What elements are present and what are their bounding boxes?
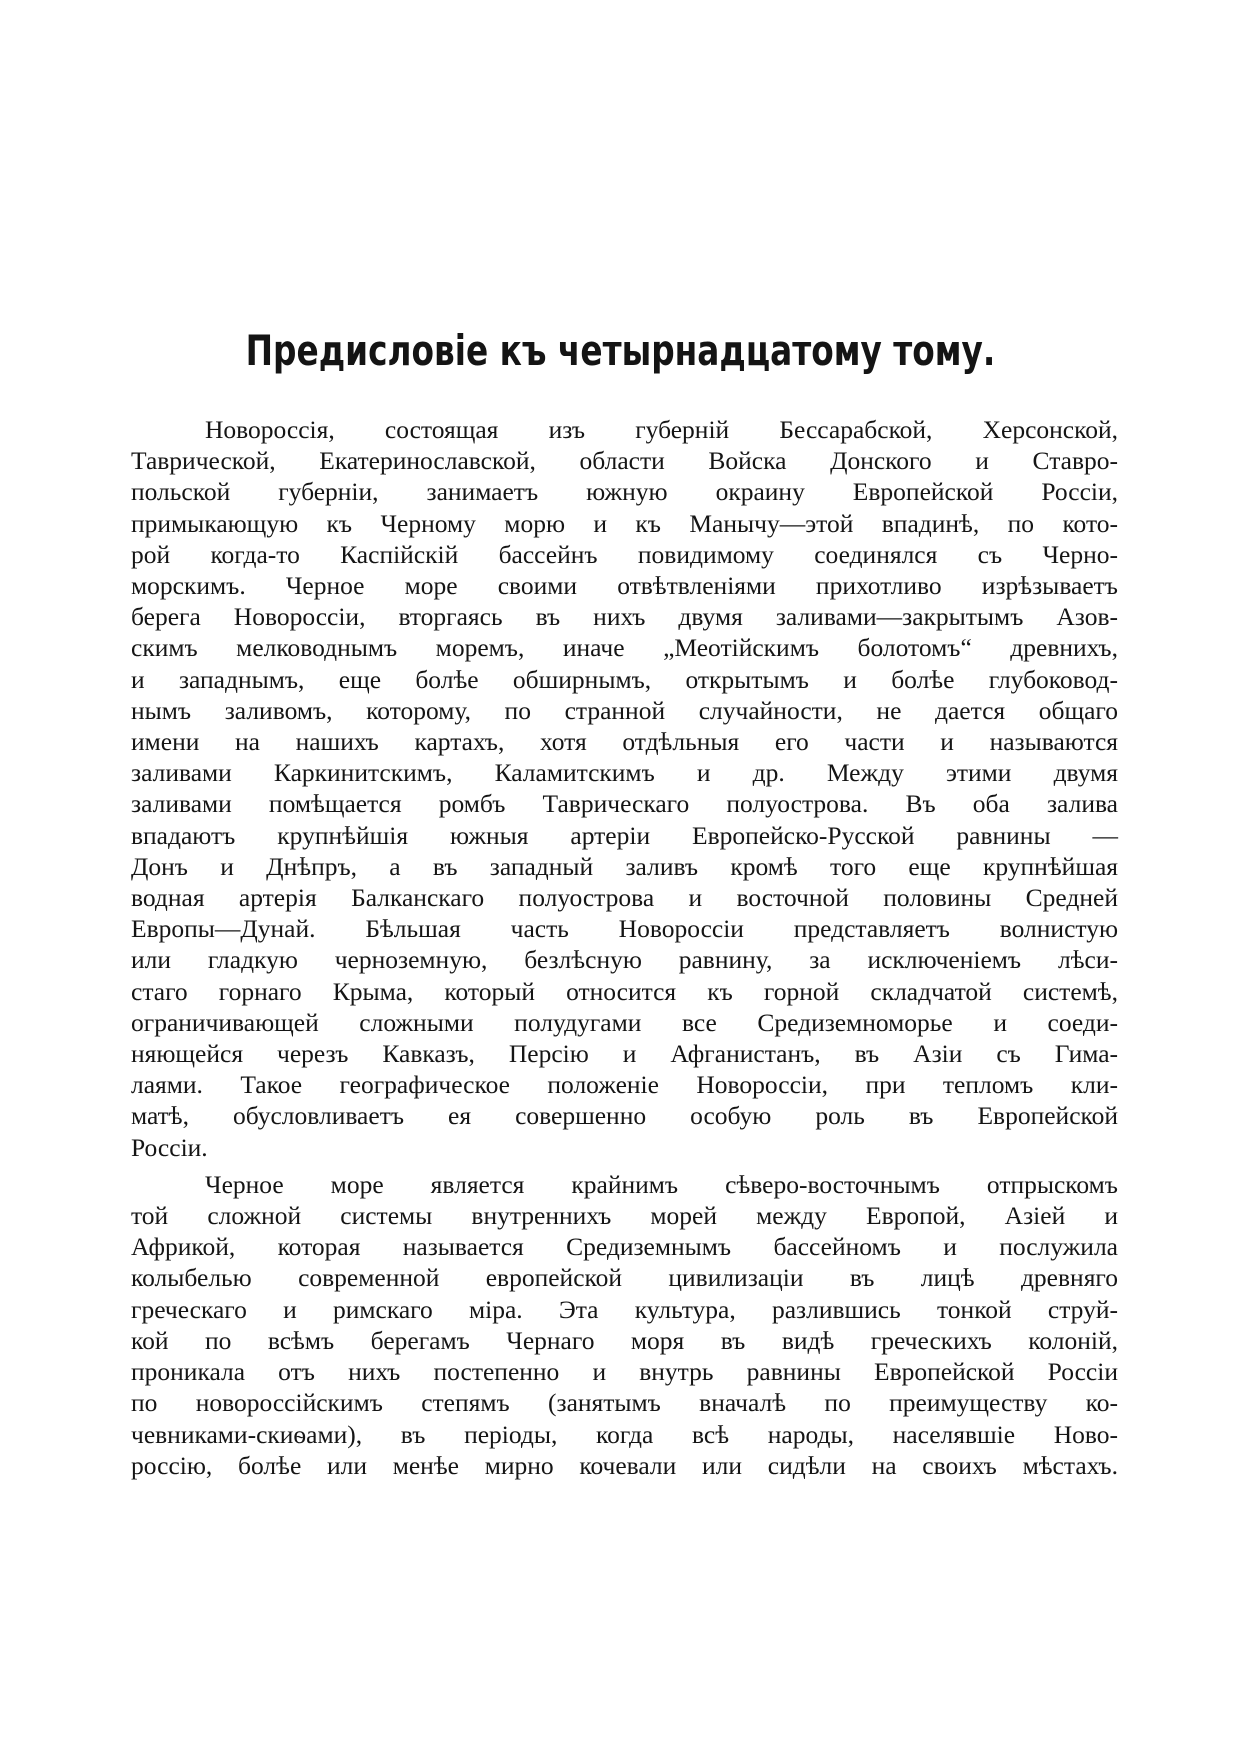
text-line: Новороссія, состоящая изъ губерній Бессарабской, Херсонской, bbox=[205, 415, 1118, 444]
text-line: Таврической, Екатеринославской, области Войска Донского и Ставро- bbox=[131, 446, 1118, 476]
page-title: Предисловіе къ четырнадцатому тому. bbox=[245, 326, 996, 375]
text-line: или гладкую черноземную, безлѣсную равнину, за исключеніемъ лѣси- bbox=[131, 945, 1118, 975]
body-text bbox=[131, 414, 1118, 1481]
text-line: колыбелью современной европейской цивилизаціи въ лицѣ древняго bbox=[131, 1263, 1118, 1293]
text-line: по новороссійскимъ степямъ (занятымъ вначалѣ по преимуществу ко- bbox=[131, 1388, 1118, 1418]
text-line: польской губерніи, занимаетъ южную окраину Европейской Россіи, bbox=[131, 477, 1118, 507]
text-line: той сложной системы внутреннихъ морей между Европой, Азіей и bbox=[131, 1201, 1118, 1231]
text-line: чевниками-скиѳами), въ періоды, когда всѣ народы, населявшіе Ново- bbox=[131, 1419, 1118, 1449]
text-line: заливами Каркинитскимъ, Каламитскимъ и др. Между этими двумя bbox=[131, 758, 1118, 788]
text-line: греческаго и римскаго міра. Эта культура, разлившись тонкой струй- bbox=[131, 1294, 1118, 1324]
text-line: рой когда-то Каспійскій бассейнъ повидимому соединялся съ Черно- bbox=[131, 539, 1118, 569]
text-line: Россіи. bbox=[131, 1132, 208, 1162]
text-line: Черное море является крайнимъ сѣверо-восточнымъ отпрыскомъ bbox=[205, 1169, 1118, 1199]
text-line: примыкающую къ Черному морю и къ Манычу—этой впадинѣ, по кото- bbox=[131, 508, 1118, 538]
text-line: матѣ, обусловливаетъ ея совершенно особую роль въ Европейской bbox=[131, 1101, 1118, 1131]
text-line: заливами помѣщается ромбъ Таврическаго полуострова. Въ оба залива bbox=[131, 789, 1118, 819]
text-line: Африкой, которая называется Средиземнымъ бассейномъ и послужила bbox=[131, 1232, 1118, 1262]
text-line: скимъ мелководнымъ моремъ, иначе „Меотійскимъ болотомъ“ древнихъ, bbox=[131, 633, 1118, 663]
text-line: и западнымъ, еще болѣе обширнымъ, открытымъ и болѣе глубоковод- bbox=[131, 664, 1118, 694]
paragraph bbox=[131, 414, 1118, 1163]
text-line: няющейся черезъ Кавказъ, Персію и Афганистанъ, въ Азіи съ Гима- bbox=[131, 1039, 1118, 1069]
text-line: ограничивающей сложными полудугами все Средиземноморье и соеди- bbox=[131, 1007, 1118, 1037]
text-line: нымъ заливомъ, которому, по странной случайности, не дается общаго bbox=[131, 695, 1118, 725]
text-line: проникала отъ нихъ постепенно и внутрь равнины Европейской Россіи bbox=[131, 1357, 1118, 1387]
text-line: водная артерія Балканскаго полуострова и восточной половины Средней bbox=[131, 883, 1118, 913]
text-line: лаями. Такое географическое положеніе Новороссіи, при тепломъ кли- bbox=[131, 1070, 1118, 1100]
text-line: впадаютъ крупнѣйшія южныя артеріи Европейско-Русской равнины — bbox=[131, 820, 1118, 850]
text-line: россію, болѣе или менѣе мирно кочевали или сидѣли на своихъ мѣстахъ. bbox=[131, 1450, 1118, 1480]
text-line: стаго горнаго Крыма, который относится къ горной складчатой системѣ, bbox=[131, 976, 1118, 1006]
paragraph bbox=[131, 1169, 1118, 1481]
text-line: берега Новороссіи, вторгаясь въ нихъ двумя заливами—закрытымъ Азов- bbox=[131, 602, 1118, 632]
text-line: морскимъ. Черное море своими отвѣтвленіями прихотливо изрѣзываетъ bbox=[131, 571, 1118, 601]
text-line: кой по всѣмъ берегамъ Чернаго моря въ видѣ греческихъ колоній, bbox=[131, 1325, 1118, 1355]
text-line: Донъ и Днѣпръ, а въ западный заливъ кромѣ того еще крупнѣйшая bbox=[131, 851, 1118, 881]
text-line: Европы—Дунай. Бѣльшая часть Новороссіи представляетъ волнистую bbox=[131, 914, 1118, 944]
text-line: имени на нашихъ картахъ, хотя отдѣльныя его части и называются bbox=[131, 727, 1118, 757]
